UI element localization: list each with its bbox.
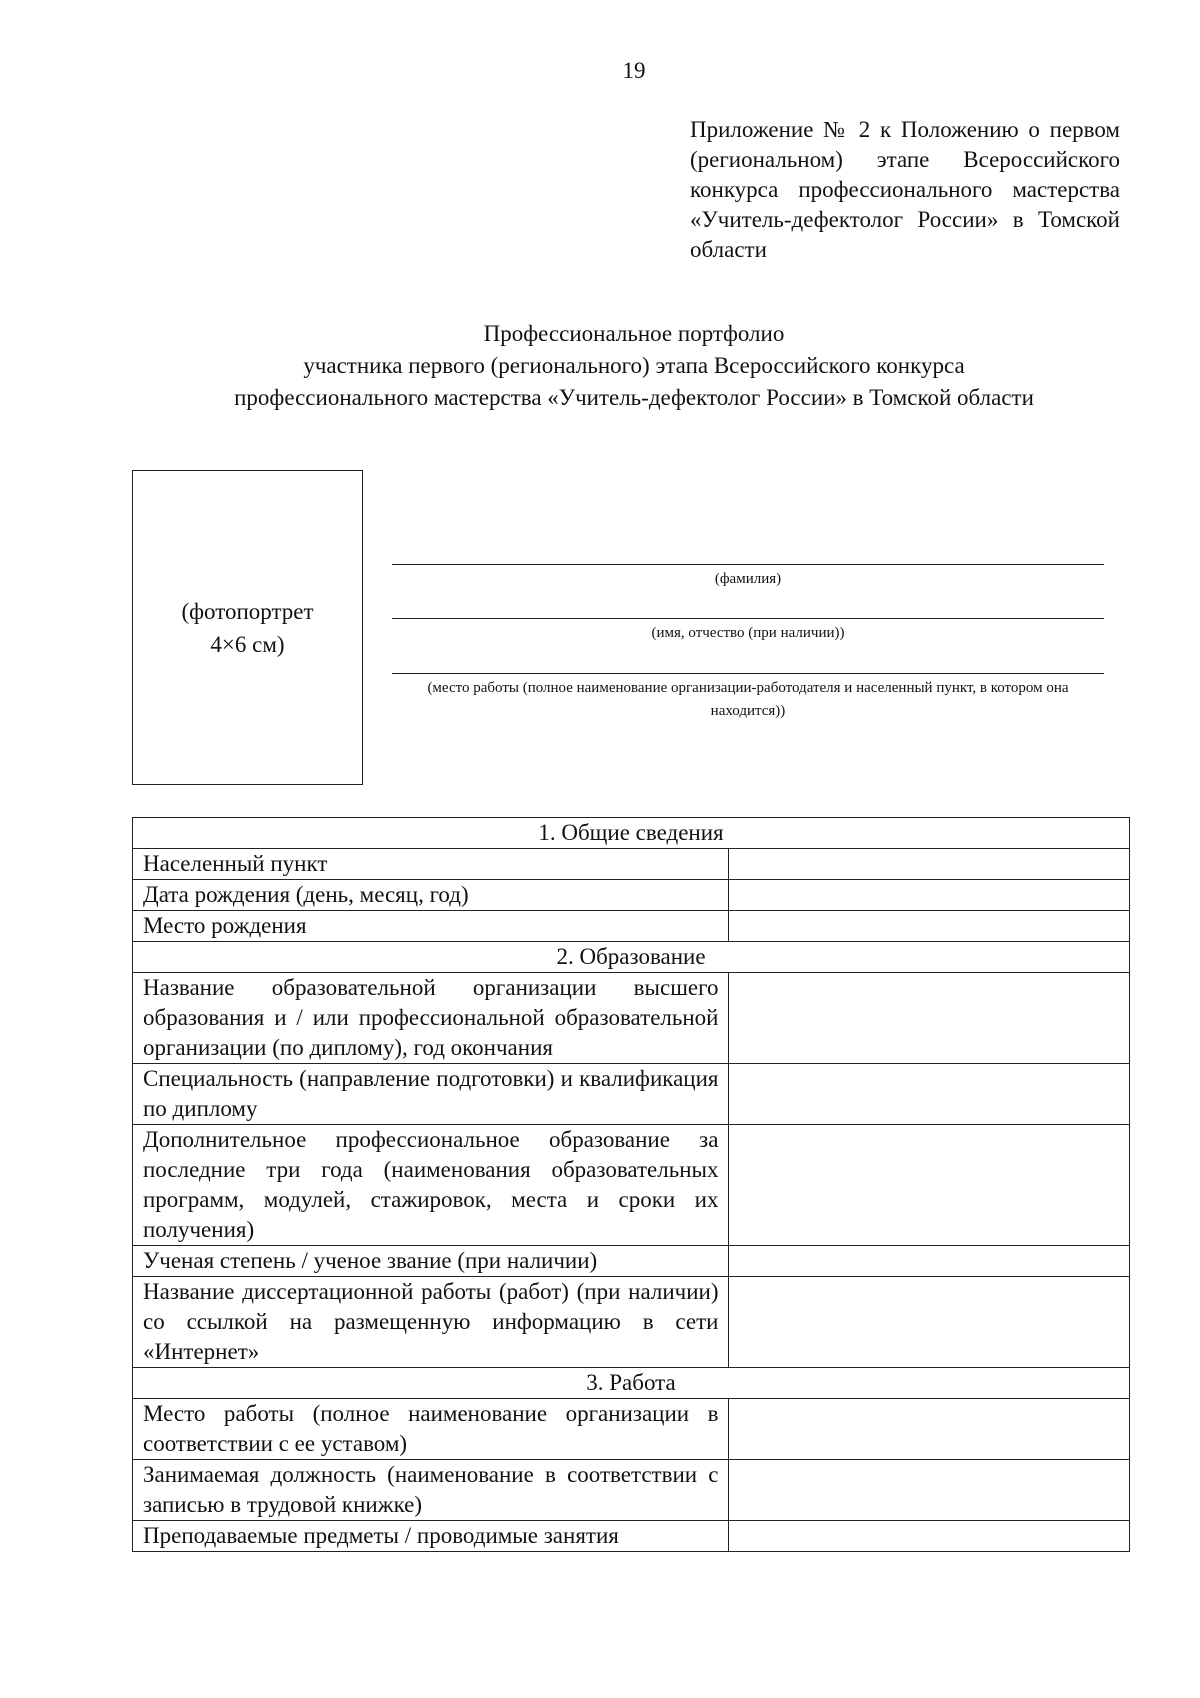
section-header-row — [133, 942, 1130, 973]
section-title: 2. Образование — [133, 942, 1130, 973]
section-title: 1. Общие сведения — [133, 818, 1130, 849]
row-label: Название образовательной организации высшего образования и / или профессиональной образовательной организации (по диплому), год окончания — [133, 973, 729, 1064]
section-header-row — [133, 1368, 1130, 1399]
row-value-cell[interactable] — [729, 1460, 1130, 1521]
portfolio-table — [132, 817, 1130, 1552]
row-value-cell[interactable] — [729, 1064, 1130, 1125]
row-value-cell[interactable] — [729, 849, 1130, 880]
row-label: Место рождения — [133, 911, 729, 942]
page-number: 19 — [622, 58, 646, 83]
surname-caption: (фамилия) — [714, 571, 782, 587]
document-title — [0, 318, 1200, 414]
table-row — [133, 1460, 1130, 1521]
row-value-cell[interactable] — [729, 880, 1130, 911]
row-value-cell[interactable] — [729, 973, 1130, 1064]
name-caption: (имя, отчество (при наличии)) — [651, 625, 845, 641]
row-value-cell[interactable] — [729, 1399, 1130, 1460]
row-label: Дата рождения (день, месяц, год) — [133, 880, 729, 911]
row-value-cell[interactable] — [729, 1521, 1130, 1552]
section-title: 3. Работа — [133, 1368, 1130, 1399]
row-label: Дополнительное профессиональное образование за последние три года (наименования образовательных программ, модулей, стажировок, места и сроки их получения) — [133, 1125, 729, 1246]
table-row — [133, 1521, 1130, 1552]
title-line-3: профессионального мастерства «Учитель-дефектолог России» в Томской области — [234, 385, 1034, 410]
table-row — [133, 911, 1130, 942]
table-row — [133, 1277, 1130, 1368]
table-row — [133, 880, 1130, 911]
surname-field-line[interactable] — [392, 564, 1104, 565]
table-row — [133, 1399, 1130, 1460]
row-label: Населенный пункт — [133, 849, 729, 880]
table-row — [133, 849, 1130, 880]
table-row — [133, 1064, 1130, 1125]
row-label: Специальность (направление подготовки) и квалификация по диплому — [133, 1064, 729, 1125]
name-field-line[interactable] — [392, 618, 1104, 619]
title-line-2: участника первого (регионального) этапа Всероссийского конкурса — [303, 353, 965, 378]
table-row — [133, 1246, 1130, 1277]
row-label: Место работы (полное наименование организации в соответствии с ее уставом) — [133, 1399, 729, 1460]
row-value-cell[interactable] — [729, 1125, 1130, 1246]
workplace-field-line[interactable] — [392, 673, 1104, 674]
photo-label-line-1: (фотопортрет — [181, 598, 314, 624]
table-row — [133, 973, 1130, 1064]
row-value-cell[interactable] — [729, 911, 1130, 942]
table-row — [133, 1125, 1130, 1246]
row-value-cell[interactable] — [729, 1277, 1130, 1368]
photo-placeholder — [132, 470, 363, 785]
section-header-row — [133, 818, 1130, 849]
row-label: Занимаемая должность (наименование в соответствии с записью в трудовой книжке) — [133, 1460, 729, 1521]
title-line-1: Профессиональное портфолио — [483, 321, 785, 346]
row-label: Ученая степень / ученое звание (при наличии) — [133, 1246, 729, 1277]
photo-label-line-2: 4×6 см) — [210, 631, 285, 657]
appendix-reference: Приложение № 2 к Положению о первом (региональном) этапе Всероссийского конкурса профессионального мастерства «Учитель-дефектолог России» в Томской области — [690, 117, 1120, 262]
workplace-caption: (место работы (полное наименование организации-работодателя и населенный пункт, в котором она находится)) — [427, 680, 1069, 719]
row-label: Название диссертационной работы (работ) (при наличии) со ссылкой на размещенную информацию в сети «Интернет» — [133, 1277, 729, 1368]
row-label: Преподаваемые предметы / проводимые занятия — [133, 1521, 729, 1552]
row-value-cell[interactable] — [729, 1246, 1130, 1277]
